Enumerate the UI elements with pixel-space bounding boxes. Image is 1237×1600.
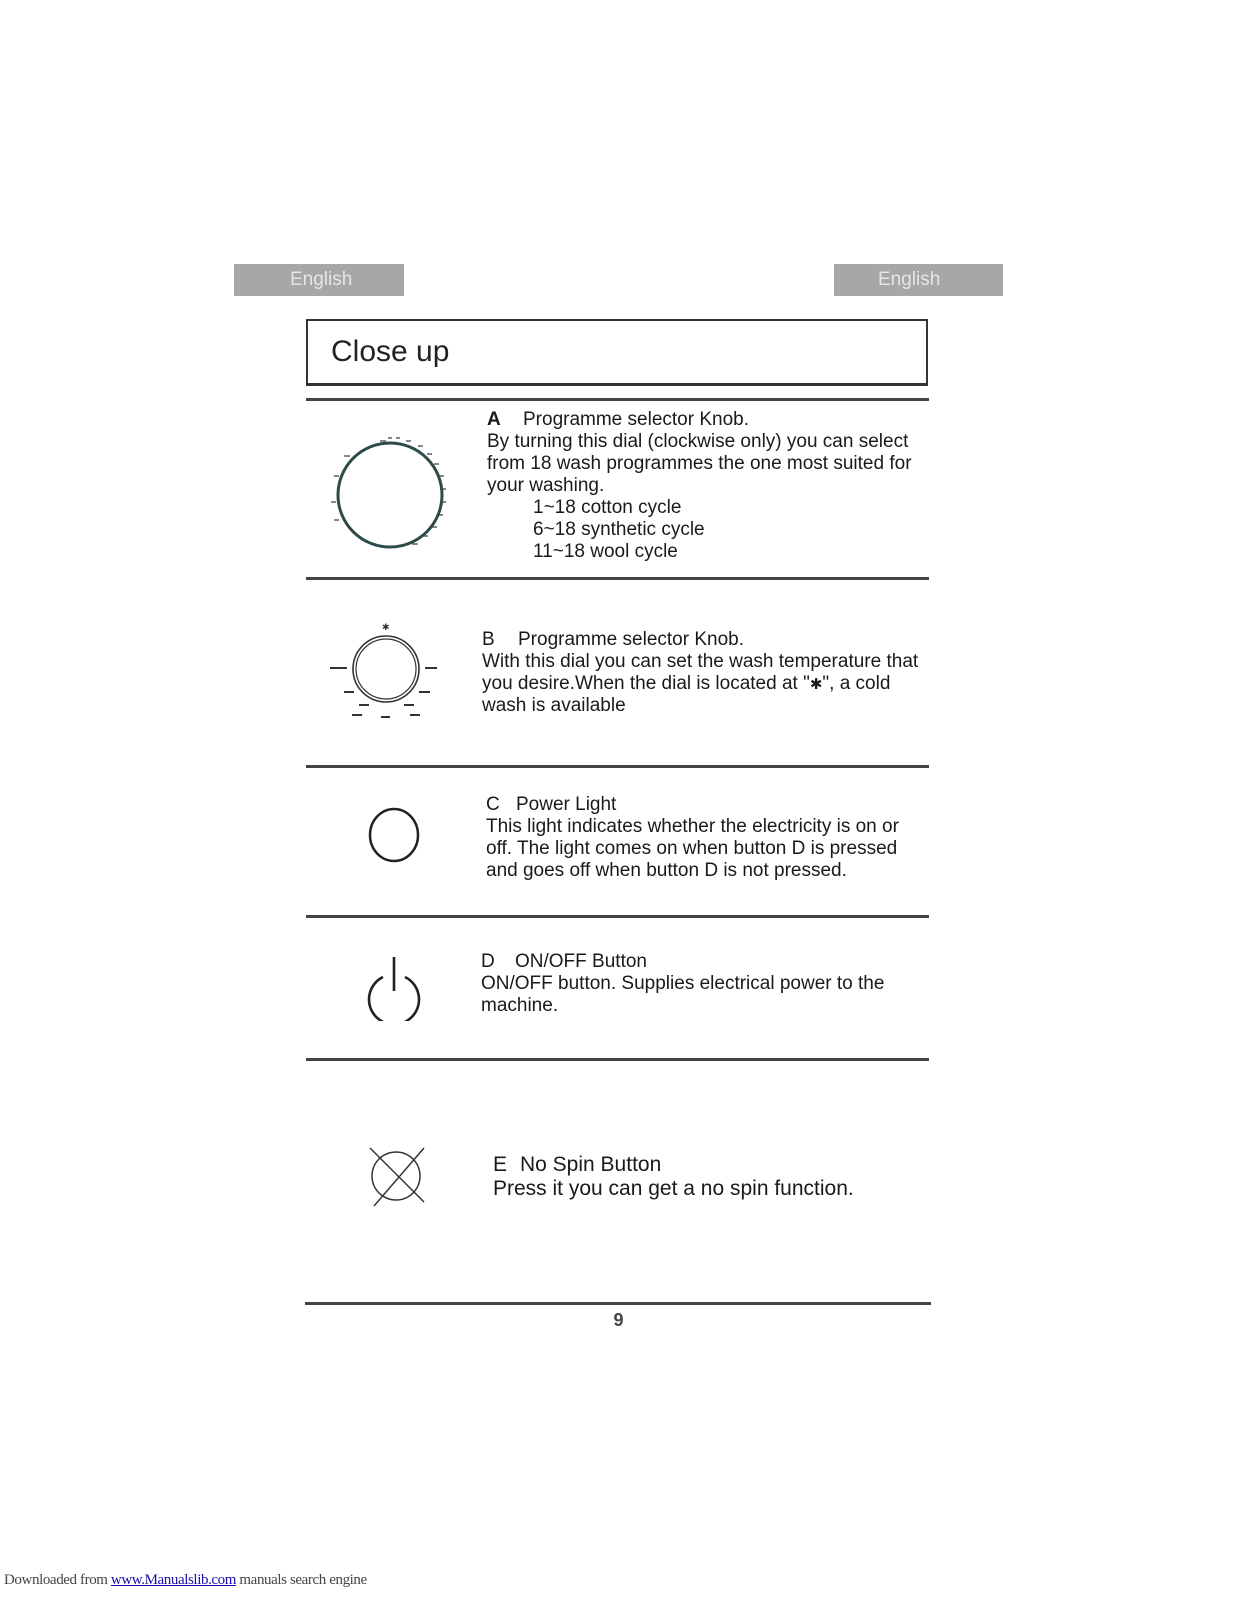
temperature-dial-icon — [326, 622, 446, 722]
list-item: 11~18 wool cycle — [533, 541, 678, 562]
section-divider — [306, 1058, 929, 1061]
section-divider — [306, 915, 929, 918]
section-heading: Programme selector Knob. — [523, 409, 749, 430]
section-b — [482, 629, 928, 717]
section-body: With this dial you can set the wash temperature that you desire.When the dial is located at " — [482, 651, 919, 694]
section-divider — [306, 398, 929, 401]
download-footer — [4, 1572, 367, 1589]
section-letter: C — [486, 794, 500, 815]
section-e — [493, 1153, 933, 1201]
power-button-icon — [364, 955, 424, 1021]
language-tab-right: English — [834, 264, 1003, 296]
section-a — [487, 409, 927, 563]
section-heading: Power Light — [516, 794, 617, 815]
section-body: By turning this dial (clockwise only) you can select from 18 wash programmes the one most suited for your washing. — [487, 431, 912, 496]
section-divider — [306, 577, 929, 580]
section-heading: ON/OFF Button — [515, 951, 647, 972]
footer-prefix: Downloaded from — [4, 1572, 111, 1588]
footer-suffix: manuals search engine — [236, 1572, 367, 1588]
section-body: Press it you can get a no spin function. — [493, 1177, 854, 1200]
page-number: 9 — [613, 1310, 624, 1330]
section-heading: Programme selector Knob. — [518, 629, 744, 650]
section-body-end: ", a cold wash is available — [482, 673, 891, 716]
section-letter: B — [482, 629, 495, 650]
no-spin-icon — [368, 1146, 430, 1208]
section-divider — [306, 765, 929, 768]
section-letter: E — [493, 1153, 508, 1176]
list-item: 6~18 synthetic cycle — [533, 519, 705, 540]
section-heading: No Spin Button — [520, 1153, 662, 1176]
snowflake-icon: ✱ — [809, 675, 823, 693]
section-letter: A — [487, 409, 501, 430]
language-tab-left: English — [234, 264, 404, 296]
section-d — [481, 951, 928, 1017]
footer-divider — [305, 1302, 931, 1305]
svg-text:✱: ✱ — [382, 623, 390, 633]
power-light-icon — [366, 805, 422, 865]
section-c — [486, 794, 928, 882]
section-body: ON/OFF button. Supplies electrical power to the machine. — [481, 973, 885, 1016]
page-title: Close up — [306, 319, 928, 386]
list-item: 1~18 cotton cycle — [533, 497, 682, 518]
manualslib-link[interactable]: www.Manualslib.com — [110, 1572, 237, 1588]
programme-dial-icon — [330, 432, 454, 556]
section-letter: D — [481, 951, 495, 972]
section-body: This light indicates whether the electricity is on or off. The light comes on when button D is pressed and goes off when button D is not pressed. — [486, 816, 899, 881]
